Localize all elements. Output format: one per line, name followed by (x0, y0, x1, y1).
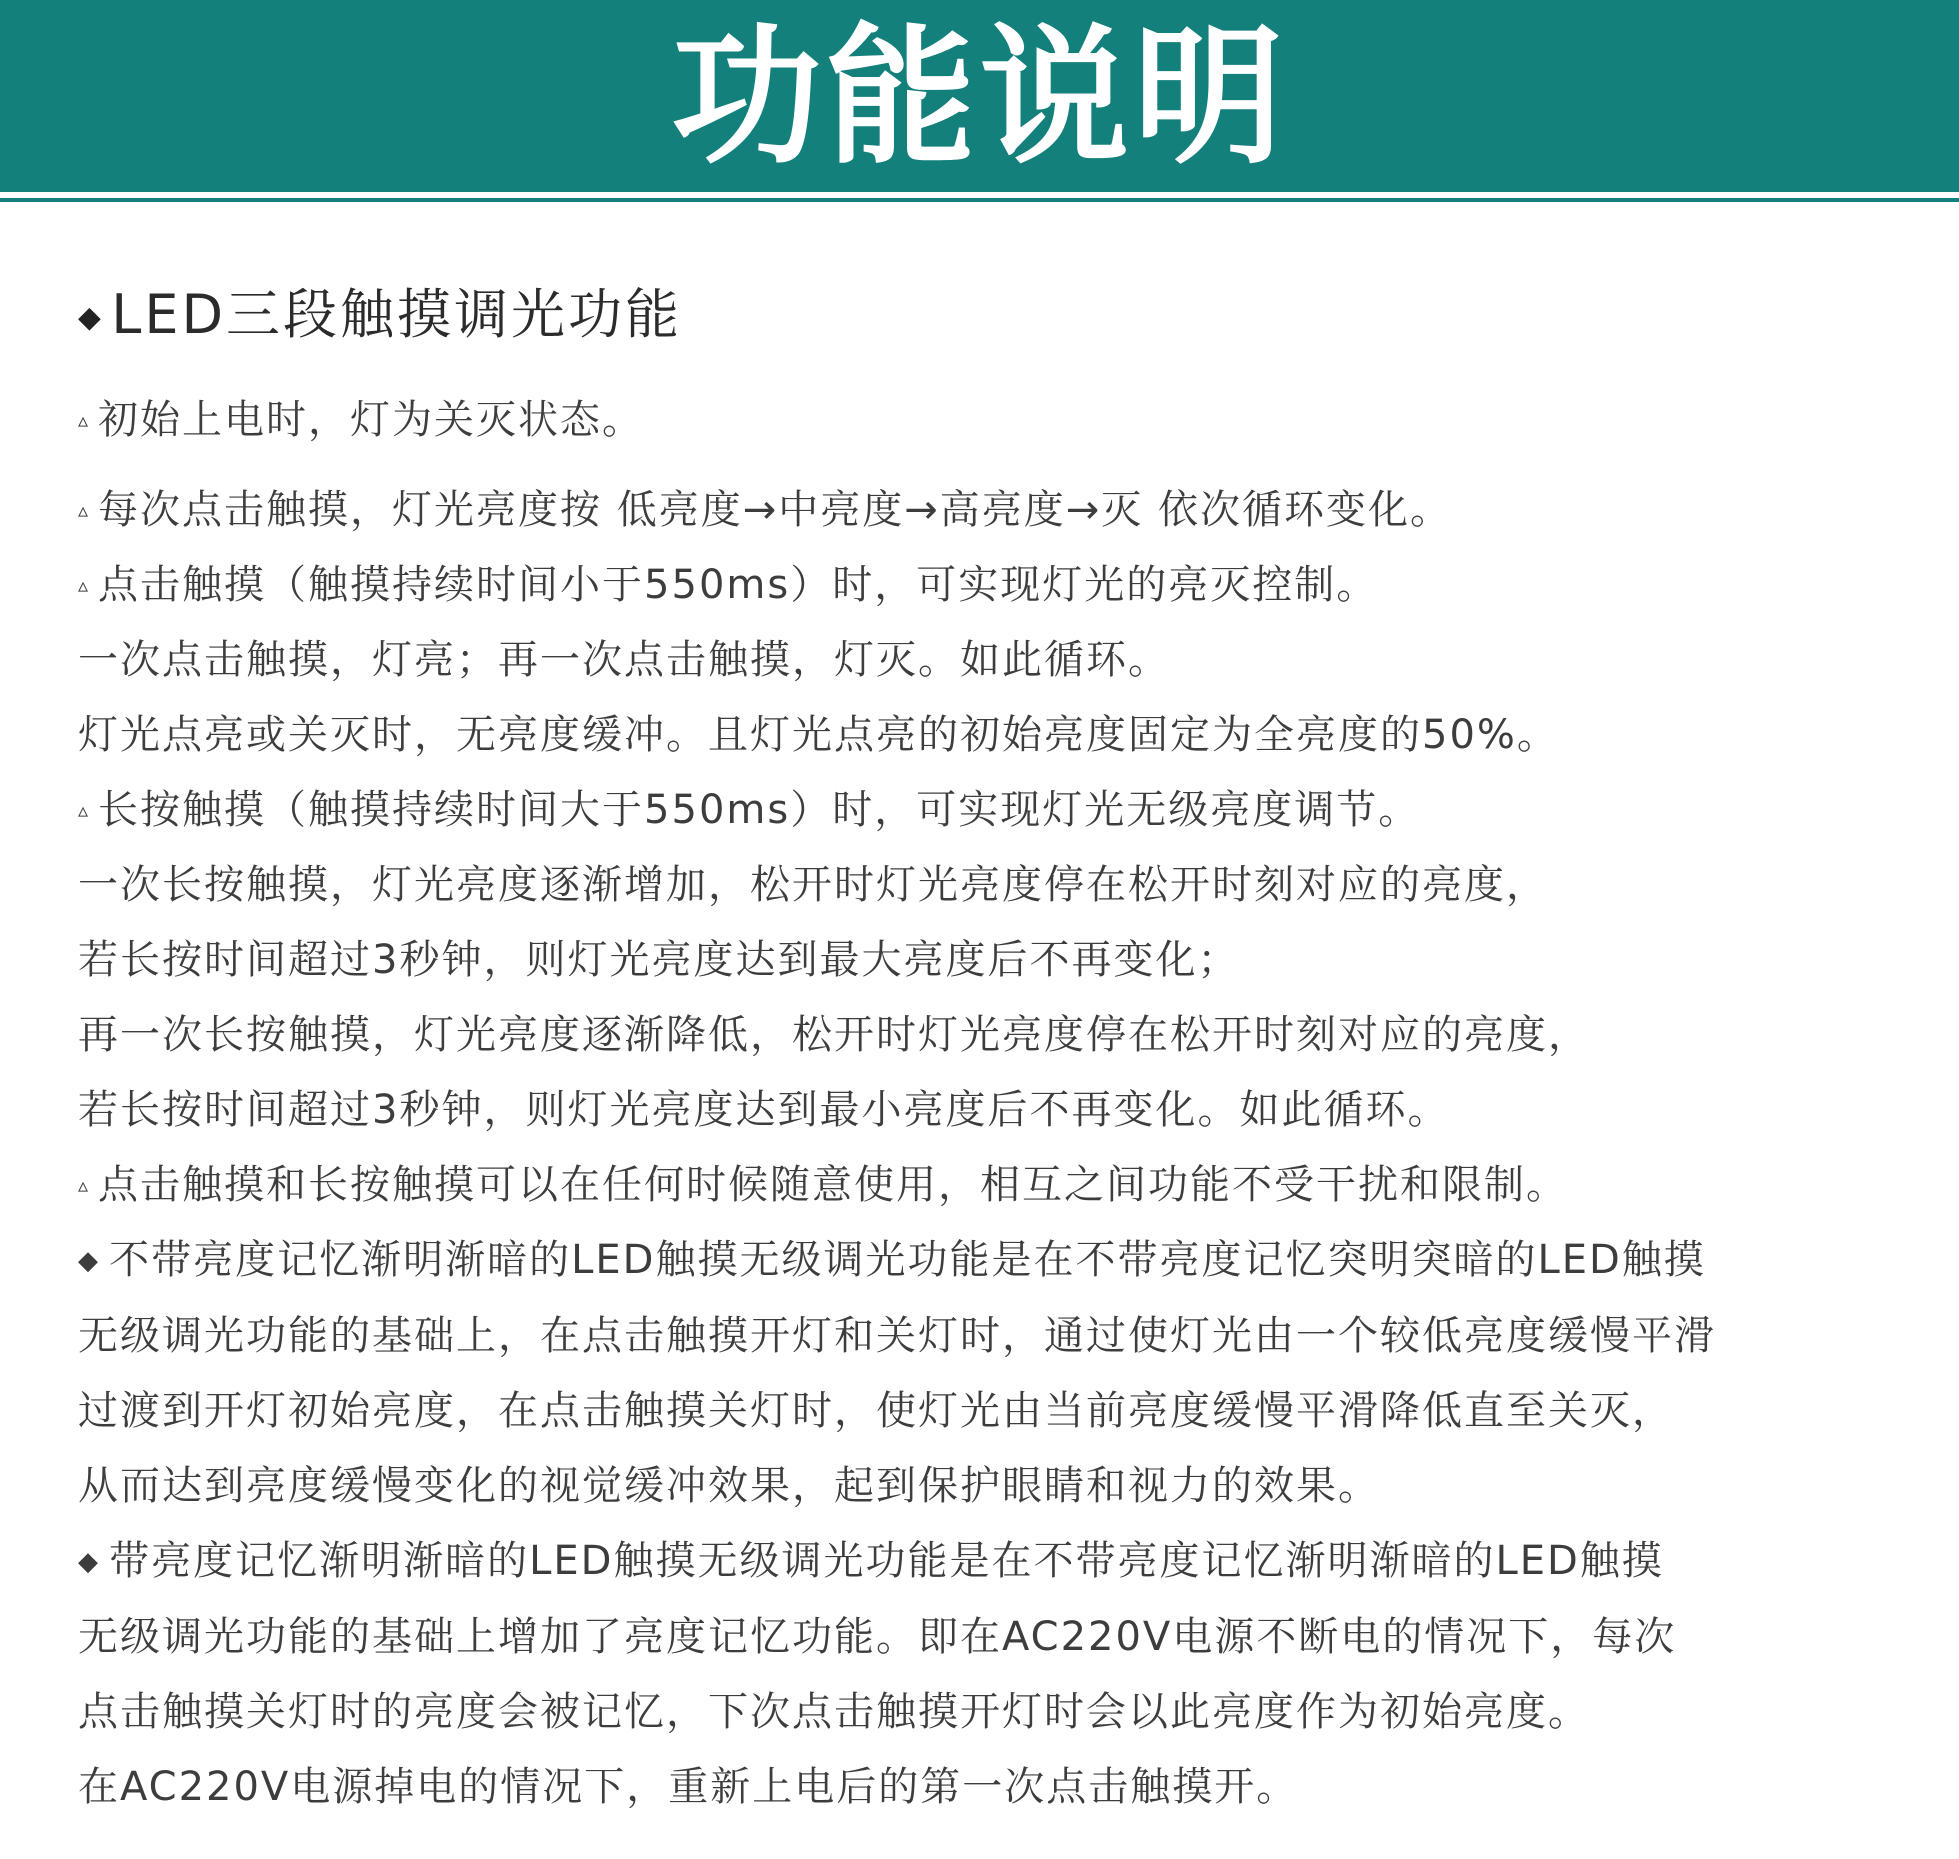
text-line (78, 548, 1938, 623)
text-line (78, 1600, 1938, 1675)
triangle-bullet-icon: ▵ (78, 498, 91, 523)
line-text: 一次点击触摸，灯亮；再一次点击触摸，灯灭。如此循环。 (78, 637, 1170, 684)
line-text: 过渡到开灯初始亮度，在点击触摸关灯时，使灯光由当前亮度缓慢平滑降低直至关灭， (78, 1388, 1674, 1435)
text-line (78, 1223, 1938, 1299)
diamond-bullet-icon: ◆ (78, 1246, 100, 1277)
text-line (78, 623, 1938, 698)
text-line (78, 923, 1938, 998)
text-line (78, 1449, 1938, 1524)
header-divider (0, 198, 1959, 202)
line-text: 无级调光功能的基础上增加了亮度记忆功能。即在AC220V电源不断电的情况下，每次 (78, 1614, 1677, 1661)
line-text: 不带亮度记忆渐明渐暗的LED触摸无级调光功能是在不带亮度记忆突明突暗的LED触摸 (109, 1237, 1706, 1284)
text-line (78, 1524, 1938, 1600)
section-heading (78, 280, 1938, 353)
line-text: 从而达到亮度缓慢变化的视觉缓冲效果，起到保护眼睛和视力的效果。 (78, 1463, 1380, 1510)
triangle-bullet-icon: ▵ (78, 1173, 91, 1198)
text-line (78, 1299, 1938, 1374)
diamond-bullet-icon: ◆ (78, 1547, 100, 1578)
line-text: 长按触摸（触摸持续时间大于550ms）时，可实现灯光无级亮度调节。 (98, 787, 1421, 834)
line-text: 若长按时间超过3秒钟，则灯光亮度达到最小亮度后不再变化。如此循环。 (78, 1087, 1450, 1134)
line-text: 无级调光功能的基础上，在点击触摸开灯和关灯时，通过使灯光由一个较低亮度缓慢平滑 (78, 1313, 1716, 1360)
line-text: 灯光点亮或关灭时，无亮度缓冲。且灯光点亮的初始亮度固定为全亮度的50%。 (78, 712, 1559, 759)
text-line (78, 1750, 1938, 1825)
text-line (78, 1148, 1938, 1223)
triangle-bullet-icon: ▵ (78, 798, 91, 823)
page-title: 功能说明 (671, 11, 1288, 185)
header-banner (0, 0, 1959, 192)
text-line (78, 848, 1938, 923)
triangle-bullet-icon: ▵ (78, 408, 91, 433)
text-line (78, 1374, 1938, 1449)
text-line (78, 1073, 1938, 1148)
line-text: 一次长按触摸，灯光亮度逐渐增加，松开时灯光亮度停在松开时刻对应的亮度， (78, 862, 1548, 909)
line-text: 在AC220V电源掉电的情况下，重新上电后的第一次点击触摸开。 (78, 1764, 1299, 1811)
line-text: 点击触摸（触摸持续时间小于550ms）时，可实现灯光的亮灭控制。 (98, 562, 1379, 609)
text-line (78, 773, 1938, 848)
line-text: 若长按时间超过3秒钟，则灯光亮度达到最大亮度后不再变化； (78, 937, 1240, 984)
line-text: 点击触摸关灯时的亮度会被记忆，下次点击触摸开灯时会以此亮度作为初始亮度。 (78, 1689, 1590, 1736)
text-line (78, 1675, 1938, 1750)
line-text: 初始上电时，灯为关灭状态。 (98, 397, 645, 444)
triangle-bullet-icon: ▵ (78, 573, 91, 598)
diamond-bullet-icon: ◆ (78, 300, 104, 336)
line-text: 再一次长按触摸，灯光亮度逐渐降低，松开时灯光亮度停在松开时刻对应的亮度， (78, 1012, 1590, 1059)
line-text: 带亮度记忆渐明渐暗的LED触摸无级调光功能是在不带亮度记忆渐明渐暗的LED触摸 (109, 1538, 1664, 1585)
text-line (78, 998, 1938, 1073)
line-text: 每次点击触摸，灯光亮度按 低亮度→中亮度→高亮度→灭 依次循环变化。 (98, 487, 1453, 534)
section-heading-text: LED三段触摸调光功能 (111, 283, 683, 346)
text-line (78, 698, 1938, 773)
content-area (78, 280, 1938, 1825)
line-text: 点击触摸和长按触摸可以在任何时候随意使用，相互之间功能不受干扰和限制。 (98, 1162, 1569, 1209)
text-line (78, 383, 1938, 458)
text-line (78, 473, 1938, 548)
